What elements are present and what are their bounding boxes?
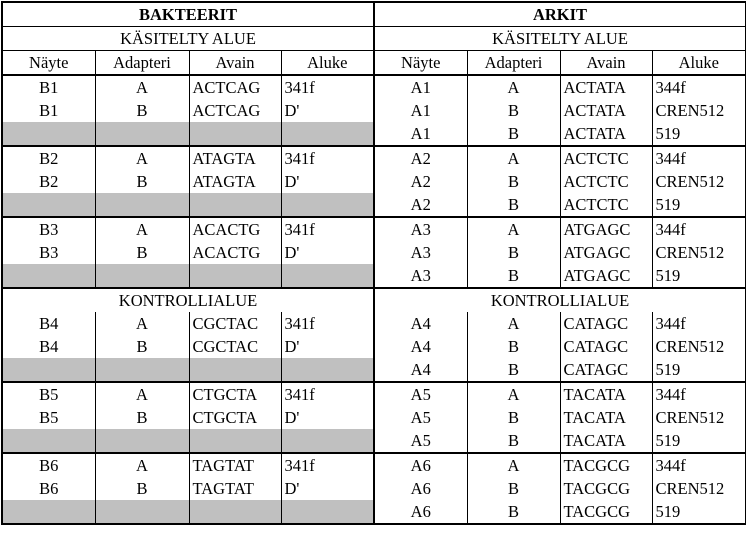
adapter-cell: B (95, 241, 189, 264)
adapter-cell: A (95, 75, 189, 99)
separator-cell (2, 264, 95, 288)
adapter-cell: B (467, 429, 560, 453)
primer-cell: 519 (652, 193, 746, 217)
primer-cell: 519 (652, 358, 746, 382)
bakteerit-heading: BAKTEERIT (2, 2, 374, 27)
primer-cell: CREN512 (652, 477, 746, 500)
sample-cell: A6 (374, 500, 467, 524)
adapter-cell: A (467, 146, 560, 170)
primer-cell: CREN512 (652, 170, 746, 193)
key-cell: ATAGTA (189, 170, 281, 193)
separator-cell (95, 122, 189, 146)
key-cell: TACATA (560, 406, 652, 429)
sample-cell: B6 (2, 477, 95, 500)
column-header-aluke: Aluke (652, 51, 746, 76)
adapter-cell: B (467, 170, 560, 193)
adapter-cell: A (95, 382, 189, 406)
key-cell: CGCTAC (189, 335, 281, 358)
adapter-cell: A (95, 146, 189, 170)
sample-cell: A3 (374, 217, 467, 241)
primer-cell: 341f (281, 146, 374, 170)
separator-cell (189, 264, 281, 288)
column-header-adapteri: Adapteri (467, 51, 560, 76)
primer-table (1, 1, 746, 525)
sample-cell: A6 (374, 453, 467, 477)
adapter-cell: B (95, 99, 189, 122)
adapter-cell: B (95, 477, 189, 500)
sample-cell: A1 (410, 124, 431, 143)
key-cell: TAGTAT (189, 453, 281, 477)
sample-cell: A5 (410, 431, 431, 450)
sample-cell: A4 (410, 360, 431, 379)
separator-cell (2, 500, 95, 524)
adapter-cell: A (467, 312, 560, 335)
primer-cell: D' (281, 477, 374, 500)
column-header-avain: Avain (560, 51, 652, 76)
separator-cell (95, 429, 189, 453)
bakteerit-kasitelty-alue-heading: KÄSITELTY ALUE (2, 27, 374, 51)
separator-cell (281, 429, 374, 453)
separator-cell (189, 358, 281, 382)
table-row (2, 170, 746, 193)
key-cell: CATAGC (560, 335, 652, 358)
separator-cell (2, 358, 95, 382)
separator-cell (95, 500, 189, 524)
sample-cell: A2 (374, 146, 467, 170)
adapter-cell: B (467, 99, 560, 122)
key-cell: TAGTAT (189, 477, 281, 500)
key-cell: ACTCTC (560, 193, 652, 217)
separator-cell (2, 429, 95, 453)
separator-cell (95, 264, 189, 288)
primer-cell: CREN512 (652, 406, 746, 429)
adapter-cell: B (467, 122, 560, 146)
primer-cell: CREN512 (652, 99, 746, 122)
section-row (2, 288, 746, 312)
key-cell: CATAGC (560, 312, 652, 335)
primer-cell: 519 (652, 122, 746, 146)
sample-cell: B4 (2, 335, 95, 358)
primer-cell: D' (281, 170, 374, 193)
key-cell: ATAGTA (189, 146, 281, 170)
primer-cell: 519 (652, 429, 746, 453)
table-row (2, 241, 746, 264)
separator-cell (281, 264, 374, 288)
separator-cell (189, 500, 281, 524)
sample-cell: A6 (410, 479, 431, 498)
primer-cell: 344f (652, 312, 746, 335)
bakteerit-kontrollialue-heading: KONTROLLIALUE (2, 288, 374, 312)
sample-cell: A3 (410, 266, 431, 285)
adapter-cell: B (95, 335, 189, 358)
adapter-cell: A (95, 217, 189, 241)
separator-cell (281, 500, 374, 524)
key-cell: TACGCG (560, 477, 652, 500)
key-cell: CTGCTA (189, 382, 281, 406)
sample-cell: B4 (2, 312, 95, 335)
primer-cell: 344f (652, 146, 746, 170)
key-cell: ACTATA (560, 75, 652, 99)
table-row (2, 146, 746, 170)
sample-cell: A2 (410, 172, 431, 191)
adapter-cell: A (467, 217, 560, 241)
sample-cell: A1 (410, 78, 431, 97)
table-row (2, 429, 746, 453)
key-cell: ACACTG (189, 241, 281, 264)
sample-cell: B2 (2, 146, 95, 170)
sample-cell: B1 (2, 75, 95, 99)
key-cell: TACGCG (560, 453, 652, 477)
sample-cell: B5 (2, 406, 95, 429)
table-row (2, 312, 746, 335)
table-row (2, 122, 746, 146)
sample-cell: A5 (410, 408, 431, 427)
table-row (2, 193, 746, 217)
adapter-cell: B (467, 477, 560, 500)
key-cell: ACTATA (560, 122, 652, 146)
table-row (2, 75, 746, 99)
separator-cell (281, 358, 374, 382)
adapter-cell: A (467, 75, 560, 99)
sample-cell: A2 (410, 195, 431, 214)
table-row (2, 453, 746, 477)
sample-cell: B1 (2, 99, 95, 122)
sample-cell: B2 (2, 170, 95, 193)
key-cell: ATGAGC (560, 217, 652, 241)
separator-cell (95, 193, 189, 217)
key-cell: ACTCTC (560, 146, 652, 170)
column-header-nayte: Näyte (2, 51, 95, 76)
adapter-cell: B (467, 500, 560, 524)
primer-cell: 341f (281, 75, 374, 99)
separator-cell (2, 122, 95, 146)
sample-cell: A4 (410, 337, 431, 356)
sample-cell: B6 (2, 453, 95, 477)
key-cell: ATGAGC (560, 264, 652, 288)
primer-cell: 344f (652, 217, 746, 241)
primer-cell: 341f (281, 217, 374, 241)
adapter-cell: A (467, 382, 560, 406)
adapter-cell: B (95, 170, 189, 193)
key-cell: ACTCAG (189, 99, 281, 122)
adapter-cell: B (467, 193, 560, 217)
adapter-cell: A (95, 453, 189, 477)
column-header-aluke: Aluke (281, 51, 374, 76)
primer-cell: 344f (652, 75, 746, 99)
sample-cell: A5 (374, 382, 467, 406)
key-cell: ACTCTC (560, 170, 652, 193)
arkit-kontrollialue-heading: KONTROLLIALUE (374, 288, 746, 312)
key-cell: ACTCAG (189, 75, 281, 99)
primer-cell: 341f (281, 312, 374, 335)
primer-cell: 344f (652, 453, 746, 477)
key-cell: TACATA (560, 382, 652, 406)
key-cell: ATGAGC (560, 241, 652, 264)
primer-cell: 519 (652, 264, 746, 288)
sample-cell: A1 (410, 101, 431, 120)
table-row (2, 264, 746, 288)
adapter-cell: B (467, 241, 560, 264)
separator-cell (281, 122, 374, 146)
key-cell: ACTATA (560, 99, 652, 122)
table-body (2, 75, 746, 524)
sample-cell: A4 (410, 314, 431, 333)
key-cell: CATAGC (560, 358, 652, 382)
table-row (2, 358, 746, 382)
arkit-kasitelty-alue-heading: KÄSITELTY ALUE (374, 27, 746, 51)
adapter-cell: B (467, 406, 560, 429)
sample-cell: A3 (410, 243, 431, 262)
primer-cell: CREN512 (652, 241, 746, 264)
key-cell: CGCTAC (189, 312, 281, 335)
adapter-cell: A (95, 312, 189, 335)
primer-cell: D' (281, 335, 374, 358)
sample-cell: B5 (2, 382, 95, 406)
separator-cell (281, 193, 374, 217)
primer-cell: 341f (281, 453, 374, 477)
key-cell: TACGCG (560, 500, 652, 524)
sample-cell: B3 (2, 241, 95, 264)
adapter-cell: B (467, 264, 560, 288)
separator-cell (189, 122, 281, 146)
primer-cell: D' (281, 241, 374, 264)
primer-cell: 519 (652, 500, 746, 524)
primer-cell: 344f (652, 382, 746, 406)
adapter-cell: B (95, 406, 189, 429)
column-header-nayte: Näyte (374, 51, 467, 76)
separator-cell (189, 193, 281, 217)
adapter-cell: B (467, 335, 560, 358)
column-header-avain: Avain (189, 51, 281, 76)
column-header-adapteri: Adapteri (95, 51, 189, 76)
primer-cell: D' (281, 406, 374, 429)
adapter-cell: A (467, 453, 560, 477)
primer-cell: 341f (281, 382, 374, 406)
adapter-cell: B (467, 358, 560, 382)
sample-cell: B3 (2, 217, 95, 241)
key-cell: CTGCTA (189, 406, 281, 429)
separator-cell (95, 358, 189, 382)
separator-cell (189, 429, 281, 453)
table-row (2, 406, 746, 429)
table-row (2, 335, 746, 358)
table-row (2, 500, 746, 524)
arkit-heading: ARKIT (374, 2, 746, 27)
key-cell: TACATA (560, 429, 652, 453)
key-cell: ACACTG (189, 217, 281, 241)
table-row (2, 217, 746, 241)
primer-cell: D' (281, 99, 374, 122)
table-row (2, 382, 746, 406)
separator-cell (2, 193, 95, 217)
table-row (2, 477, 746, 500)
table-row (2, 99, 746, 122)
primer-cell: CREN512 (652, 335, 746, 358)
